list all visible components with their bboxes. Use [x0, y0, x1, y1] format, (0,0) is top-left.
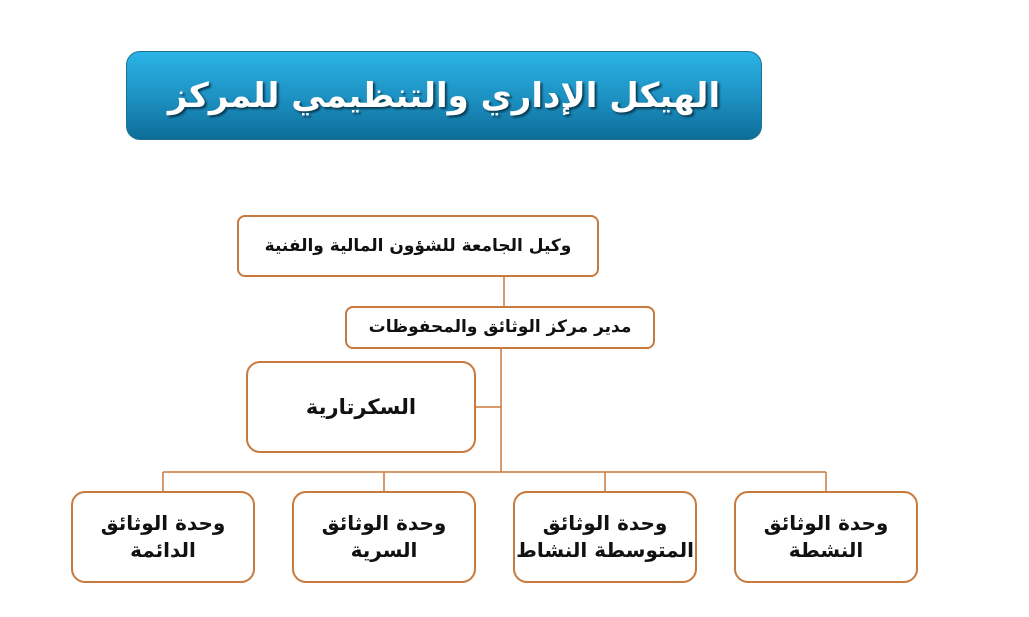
- secretariat-label: السكرتارية: [305, 394, 417, 419]
- unit-active-box: [734, 491, 918, 583]
- director-box: [345, 306, 655, 349]
- unit-semi-active-line2: المتوسطة النشاط: [516, 538, 694, 562]
- page-title: الهيكل الإداري والتنظيمي للمركز: [167, 75, 721, 116]
- secretariat-box: [246, 361, 476, 453]
- director-label: مدير مركز الوثائق والمحفوظات: [368, 317, 632, 338]
- vice-dean-box: [237, 215, 599, 277]
- unit-permanent-line2: الدائمة: [130, 538, 196, 562]
- unit-active-line2: النشطة: [788, 538, 864, 562]
- unit-confidential-line1: وحدة الوثائق: [321, 511, 447, 535]
- unit-confidential-line2: السرية: [350, 538, 418, 562]
- unit-permanent-box: [71, 491, 255, 583]
- unit-confidential-box: [292, 491, 476, 583]
- unit-active-line1: وحدة الوثائق: [763, 511, 889, 535]
- unit-semi-active-line1: وحدة الوثائق: [542, 511, 668, 535]
- vice-dean-label: وكيل الجامعة للشؤون المالية والفنية: [264, 235, 572, 256]
- unit-semi-active-box: [513, 491, 697, 583]
- unit-permanent-line1: وحدة الوثائق: [100, 511, 226, 535]
